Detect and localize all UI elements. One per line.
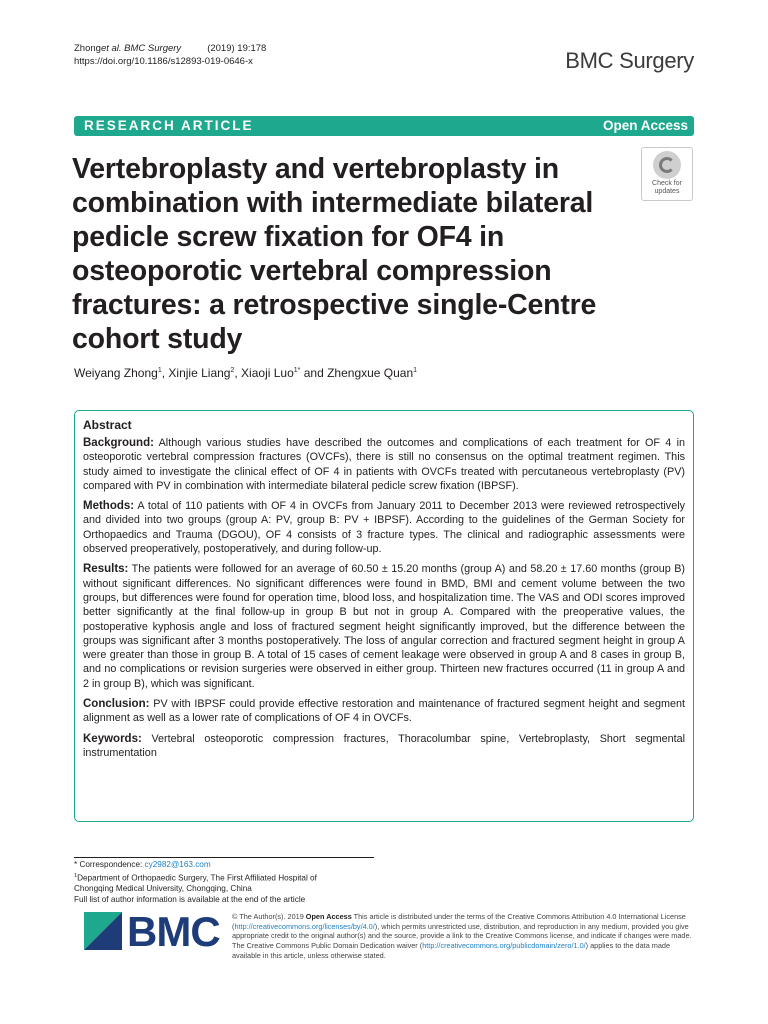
author-info-note: Full list of author information is available at the end of the article (74, 894, 306, 904)
citation-year: (2019) 19:178 (207, 43, 267, 54)
doi-link[interactable]: https://doi.org/10.1186/s12893-019-0646-x (74, 56, 253, 67)
check-for-updates-button[interactable] (641, 147, 693, 201)
abstract-keywords: Keywords: Vertebral osteoporotic compression fractures, Thoracolumbar spine, Vertebroplasty, Short segmental instrumentation (83, 732, 685, 759)
citation-header (74, 42, 266, 68)
abstract-conclusion: Conclusion: PV with IBPSF could provide effective restoration and maintenance of fractured segment height and segment alignment as well as a lower rate of complications of OF 4 in OVCFs. (83, 698, 685, 725)
footnote-divider (74, 857, 374, 858)
article-title: Vertebroplasty and vertebroplasty in combination with intermediate bilateral pedicle screw fixation for OF4 in osteoporotic vertebral compression fractures: a retrospective single-Centre cohort study (72, 153, 597, 355)
abstract-heading: Abstract (83, 418, 132, 432)
correspondence-email[interactable]: cy2982@163.com (144, 860, 211, 869)
license-link[interactable]: http://creativecommons.org/licenses/by/4.0/ (234, 921, 375, 931)
citation-authors: Zhong (74, 43, 101, 54)
bmc-logo (84, 908, 220, 955)
license-text: © The Author(s). 2019 Open Access This article is distributed under the terms of the Creative Commons Attribution 4.0 International License (http://creativecommons.org/licenses/by/4.0/), which permits unrestricted use, distribution, and reproduction in any medium, provided you give appropriate credit to the original author(s) and the source, provide a link to the Creative Commons license, and indicate if changes were made. The Creative Commons Public Domain Dedication waiver (http://creativecommons.org/publicdomain/zero/1.0/) applies to the data made available in this article, unless otherwise stated. (232, 912, 692, 960)
footnotes: * Correspondence: cy2982@163.com $^1$Department of Orthopaedic Surgery, The First Affiliated Hospital of Chongqing Medical University, Chongqing, China Full list of author information is available at the end of the article (74, 860, 317, 904)
abstract-background: Background: Although various studies have described the outcomes and complications of each treatment for OF 4 in osteoporotic vertebral compression fractures (OVCFs), there is still no consensus on the optimal treatment regimen. This study aimed to investigate the clinical effect of OF 4 in patients with OVCFs treated with percutaneous vertebroplasty (PV) compared with PV in combination with intermediate bilateral pedicle screw fixation (IBPSF). (83, 437, 685, 492)
author-name[interactable]: Weiyang Zhong (74, 366, 158, 380)
author-name[interactable]: Xiaoji Luo (241, 366, 294, 380)
author-name[interactable]: Zhengxue Quan (327, 366, 414, 380)
affiliation: Department of Orthopaedic Surgery, The First Affiliated Hospital of (77, 873, 317, 883)
abstract-methods: Methods: A total of 110 patients with OF 4 in OVCFs from January 2011 to December 2013 were reviewed retrospectively and divided into two groups (group A: PV, group B: PV + IBPSF). According to the guidelines of the German Society for Orthopaedics and Trauma (DGOU), OF 4 consists of 3 fracture types. The clinical and radiographic assessments were observed preoperatively, postoperatively, and during follow-up. (83, 500, 685, 556)
article-type: RESEARCH ARTICLE (84, 118, 254, 133)
check-for-updates-label: Check for updates (652, 180, 682, 195)
open-access-label: Open Access (602, 118, 688, 133)
abstract-box (74, 410, 694, 822)
bmc-wordmark: BMC (127, 908, 220, 955)
public-domain-link[interactable]: http://creativecommons.org/publicdomain/zero/1.0/ (422, 941, 586, 951)
citation-journal: et al. BMC Surgery (100, 43, 182, 54)
author-name[interactable]: Xinjie Liang (168, 366, 231, 380)
journal-name: BMC Surgery (565, 48, 694, 73)
author-list: Weiyang Zhong$^1$, Xinjie Liang$^2$, Xiaoji Luo$^{1*}$ and Zhengxue Quan$^1$ (74, 366, 418, 380)
article-banner (74, 116, 694, 136)
abstract-results: Results: The patients were followed for an average of 60.50 ± 15.20 months (group A) and 58.20 ± 17.60 months (group B) without significant differences. No significant differences were found in BMD, BMI and cement volume between the two groups, but differences were found for operation time, blood loss, and hospitalization time. The VAS and ODI scores improved better significantly at the final follow-up in group B but not in group A. Compared with the preoperative values, the postoperative kyphosis angle and loss of fractured segment height significantly improved, but the difference between the groups was significant after 3 months postoperatively. The loss of angular correction and fractured segment height in group A were greater than those in group B. A total of 15 cases of cement leakage were observed in group A and 8 cases in group B, and no complications or revision surgeries were observed in either group. Thirteen new fractures occurred (11 in group A and 2 in group B), which was significant. (83, 563, 685, 690)
bmc-mark-icon (84, 912, 122, 950)
check-for-updates-icon (653, 151, 681, 179)
